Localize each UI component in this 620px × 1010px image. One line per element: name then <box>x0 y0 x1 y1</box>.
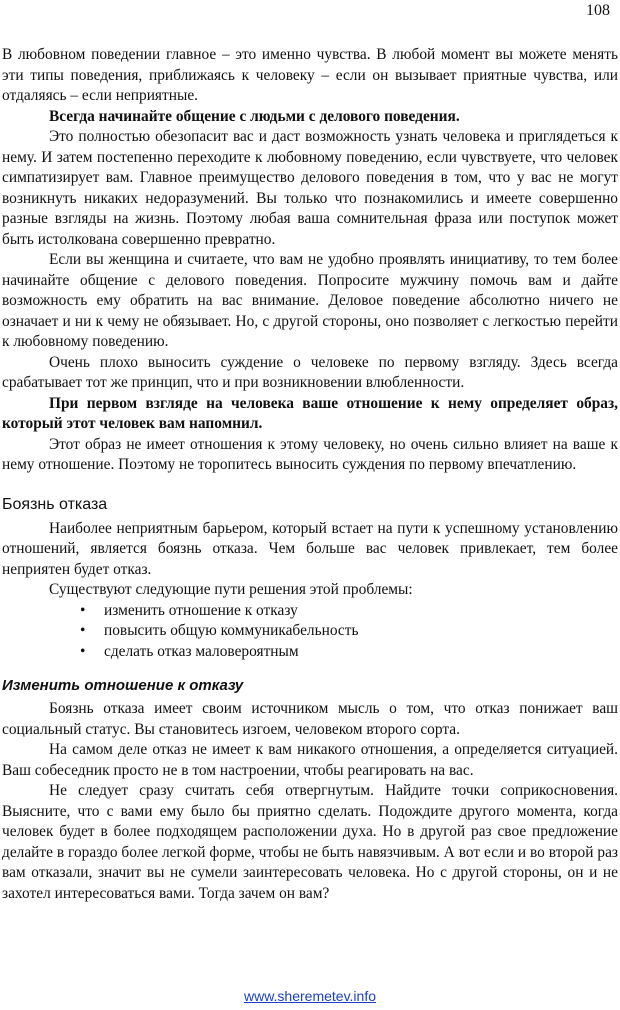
list-intro: Существуют следующие пути решения этой проблемы: <box>49 581 413 598</box>
bullet-icon: • <box>80 622 86 639</box>
bold-statement: Всегда начинайте общение с людьми с делового поведения. <box>49 107 460 125</box>
paragraph: Это полностью обезопасит вас и даст возможность узнать человека и приглядеться к нему. И затем постепенно переходите к любовному поведению, если чувствуете, что человек симпатизирует вам. Главное преимущество делового поведения в том, что у вас не могут возникнуть никаких недоразумений. Вы только что познакомились и имеете совершенно разные взгляды на жизнь. Поэтому любая ваша сомнительная фраза или поступок может быть истолкована совершенно превратно. <box>2 128 618 248</box>
bullet-icon: • <box>80 642 86 660</box>
list-item-text: сделать отказ маловероятным <box>104 642 299 660</box>
subsection-heading: Изменить отношение к отказу <box>2 677 244 694</box>
paragraph: В любовном поведении главное – это именно чувства. В любой момент вы можете менять эти типы поведения, приближаясь к человеку – если он вызывает приятные чувства, или отдаляясь – если неприятные. <box>2 46 618 104</box>
bold-statement: При первом взгляде на человека ваше отношение к нему определяет образ, который этот человек вам напомнил. <box>2 394 618 432</box>
paragraph: Этот образ не имеет отношения к этому человеку, но очень сильно влияет на ваше к нему отношение. Поэтому не торопитесь выносить суждения по первому впечатлению. <box>2 435 618 473</box>
list-item-text: изменить отношение к отказу <box>104 601 298 619</box>
paragraph: Наиболее неприятным барьером, который встает на пути к успешному установлению отношений, является боязнь отказа. Чем больше вас человек привлекает, тем более неприятен будет отказ. <box>2 519 618 578</box>
paragraph: Боязнь отказа имеет своим источником мысль о том, что отказ понижает ваш социальный статус. Вы становитесь изгоем, человеком второго сорта. <box>2 700 618 738</box>
page-number: 108 <box>586 2 610 19</box>
page-content <box>2 45 618 904</box>
paragraph: На самом деле отказ не имеет к вам никакого отношения, а определяется ситуацией. Ваш собеседник просто не в том настроении, чтобы реагировать на вас. <box>2 741 618 779</box>
list-item <box>80 642 618 663</box>
list-item <box>80 601 618 622</box>
list-item-text: повысить общую коммуникабельность <box>104 622 359 639</box>
paragraph: Очень плохо выносить суждение о человеке по первому взгляду. Здесь всегда срабатывает тот же принцип, что и при возникновении влюбленности. <box>2 353 618 391</box>
paragraph: Если вы женщина и считаете, что вам не удобно проявлять инициативу, то тем более начинайте общение с делового поведения. Попросите мужчину помочь вам и дайте возможность ему обратить на вас внимание. Деловое поведение абсолютно ничего не означает и ни к чему не обязывает. Но, с другой стороны, оно позволяет с легкостью перейти к любовному поведению. <box>2 251 618 350</box>
footer-link[interactable]: www.sheremetev.info <box>243 988 376 1004</box>
list-item <box>80 621 618 642</box>
paragraph: Не следует сразу считать себя отвергнутым. Найдите точки соприкосновения. Выясните, что с вами ему было бы приятно сделать. Подождите другого момента, когда человек будет в более подходящем расположении духа. Но в другой раз свое предложение делайте в гораздо более легкой форме, чтобы не быть навязчивым. А вот если и во второй раз вам отказали, значит вы не сумели заинтересовать человека. Но с другой стороны, он и не захотел интересоваться вами. Тогда зачем он вам? <box>2 782 618 902</box>
section-heading: Боязнь отказа <box>2 495 108 513</box>
solution-list <box>2 601 618 663</box>
bullet-icon: • <box>80 601 86 619</box>
